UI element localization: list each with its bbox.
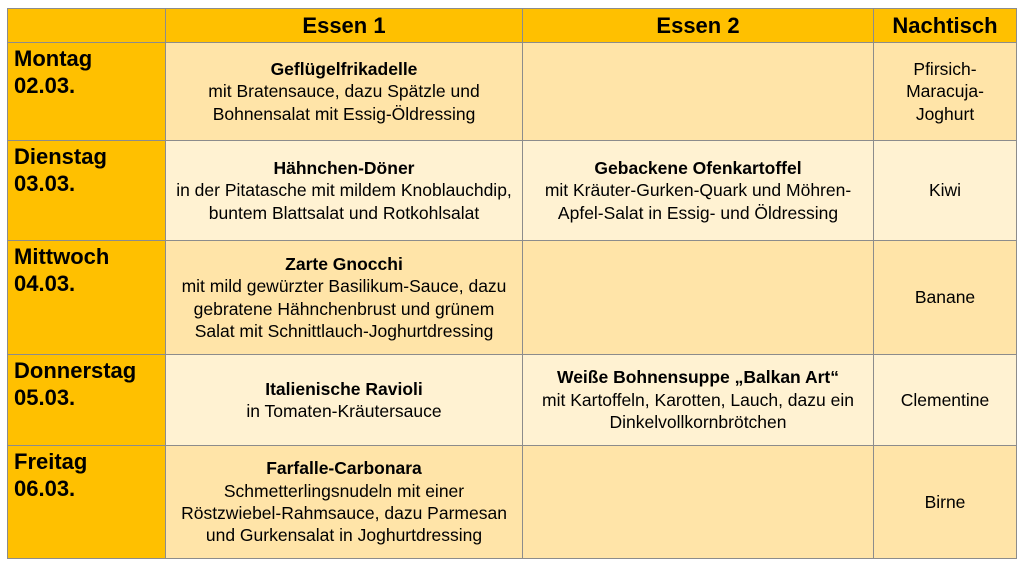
day-name: Dienstag xyxy=(14,144,107,169)
meal-description: mit Kartoffeln, Karotten, Lauch, dazu ein Dinkelvollkornbrötchen xyxy=(542,389,854,433)
essen-1-cell xyxy=(166,446,523,559)
day-cell xyxy=(8,446,166,559)
menu-row-montag xyxy=(8,43,1017,141)
day-name: Donnerstag xyxy=(14,358,137,383)
menu-row-donnerstag xyxy=(8,355,1017,446)
meal-title: Italienische Ravioli xyxy=(265,378,423,399)
nachtisch-cell: Banane xyxy=(874,241,1017,355)
essen-2-cell xyxy=(523,141,874,241)
nachtisch-cell: Clementine xyxy=(874,355,1017,446)
essen-2-cell xyxy=(523,355,874,446)
essen-2-cell xyxy=(523,43,874,141)
meal-description: mit Bratensauce, dazu Spätzle und Bohnensalat mit Essig-Öldressing xyxy=(208,81,480,124)
meal-title: Zarte Gnocchi xyxy=(285,253,403,274)
day-name: Freitag xyxy=(14,449,88,474)
nachtisch-cell: Kiwi xyxy=(874,141,1017,241)
essen-1-cell xyxy=(166,355,523,446)
menu-table xyxy=(7,8,1017,559)
essen-1-cell xyxy=(166,241,523,355)
day-cell xyxy=(8,355,166,446)
day-name: Mittwoch xyxy=(14,244,110,269)
day-cell xyxy=(8,241,166,355)
day-date: 03.03. xyxy=(14,171,76,196)
meal-description: Schmetterlingsnudeln mit einer Röstzwiebel-Rahmsauce, dazu Parmesan und Gurkensalat in Joghurtdressing xyxy=(181,480,507,546)
meal-title: Hähnchen-Döner xyxy=(273,157,415,178)
essen-2-cell xyxy=(523,241,874,355)
day-name: Montag xyxy=(14,46,93,71)
meal-title: Geflügelfrikadelle xyxy=(270,58,418,79)
menu-row-freitag xyxy=(8,446,1017,559)
meal-title: Gebackene Ofenkartoffel xyxy=(594,157,802,178)
header-nachtisch: Nachtisch xyxy=(874,9,1017,43)
header-corner xyxy=(8,9,166,43)
meal-title: Weiße Bohnensuppe „Balkan Art“ xyxy=(557,367,839,388)
menu-row-mittwoch xyxy=(8,241,1017,355)
meal-description: mit mild gewürzter Basilikum-Sauce, dazu gebratene Hähnchenbrust und grünem Salat mit Schnittlauch-Joghurtdressing xyxy=(181,276,507,341)
day-cell xyxy=(8,43,166,141)
meal-description: in Tomaten-Kräutersauce xyxy=(246,401,442,421)
header-essen-2: Essen 2 xyxy=(523,9,874,43)
meal-description: in der Pitatasche mit mildem Knoblauchdip, buntem Blattsalat und Rotkohlsalat xyxy=(176,180,512,223)
header-row xyxy=(8,9,1017,43)
day-date: 05.03. xyxy=(14,385,76,410)
menu-row-dienstag xyxy=(8,141,1017,241)
nachtisch-cell: Birne xyxy=(874,446,1017,559)
meal-title: Farfalle-Carbonara xyxy=(266,458,422,479)
meal-description: mit Kräuter-Gurken-Quark und Möhren-Apfel-Salat in Essig- und Öldressing xyxy=(544,180,852,223)
essen-1-cell xyxy=(166,141,523,241)
header-essen-1: Essen 1 xyxy=(166,9,523,43)
day-date: 02.03. xyxy=(14,73,76,98)
day-date: 04.03. xyxy=(14,271,76,296)
essen-2-cell xyxy=(523,446,874,559)
day-date: 06.03. xyxy=(14,476,76,501)
day-cell xyxy=(8,141,166,241)
nachtisch-cell: Pfirsich-Maracuja-Joghurt xyxy=(874,43,1017,141)
essen-1-cell xyxy=(166,43,523,141)
